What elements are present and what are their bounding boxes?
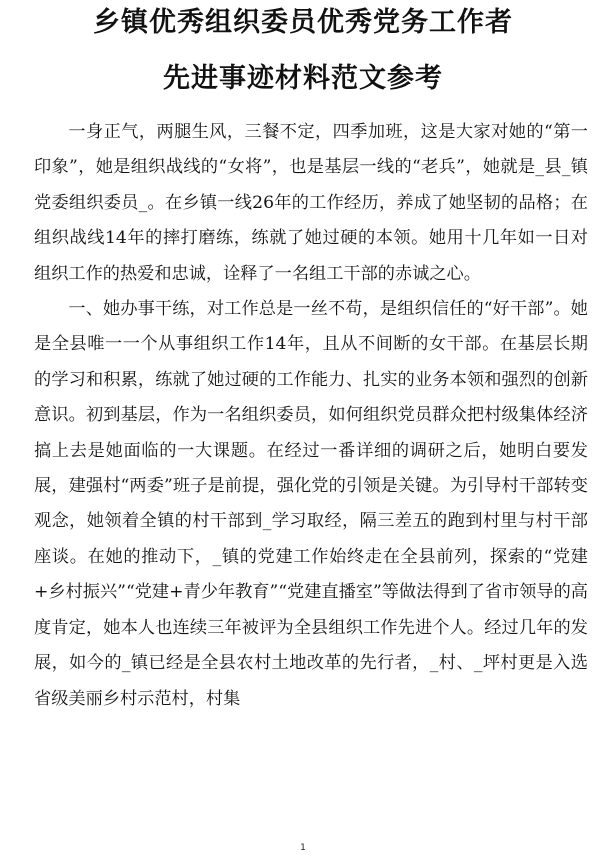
document-title-line-2: 先进事迹材料范文参考 bbox=[163, 63, 443, 94]
document-title-line-1: 乡镇优秀组织委员优秀党务工作者 bbox=[93, 7, 513, 38]
page-number: 1 bbox=[300, 843, 306, 853]
body-paragraph-2: 一、她办事干练，对工作总是一丝不苟，是组织信任的“好干部”。她是全县唯一一个从事组织工作14年，且从不间断的女干部。在基层长期的学习和积累，练就了她过硬的工作能力、扎实的业务本领和强烈的创新意识。初到基层，作为一名组织委员，如何组织党员群众把村级集体经济搞上去是她面临的一大课题。在经过一番详细的调研之后，她明白要发展，建强村“两委”班子是前提，强化党的引领是关键。为引导村干部转变观念，她领着全镇的村干部到_学习取经，隔三差五的跑到村里与村干部座谈。在她的推动下，_镇的党建工作始终走在全县前列，探索的“党建+乡村振兴”“党建+青少年教育”“党建直播室”等做法得到了省市领导的高度肯定，她本人也连续三年被评为全县组织工作先进个人。经过几年的发展，如今的_镇已经是全县农村土地改革的先行者，_村、_坪村更是入选省级美丽乡村示范村，村集 bbox=[34, 299, 588, 709]
body-paragraph-1: 一身正气，两腿生风，三餐不定，四季加班，这是大家对她的“第一印象”，她是组织战线的“女将”，也是基层一线的“老兵”，她就是_县_镇党委组织委员_。在乡镇一线26年的工作经历，养成了她坚韧的品格；在组织战线14年的摔打磨练，练就了她过硬的本领。她用十几年如一日对组织工作的热爱和忠诚，诠释了一名组工干部的赤诚之心。 bbox=[34, 122, 588, 284]
document-body bbox=[34, 115, 588, 717]
